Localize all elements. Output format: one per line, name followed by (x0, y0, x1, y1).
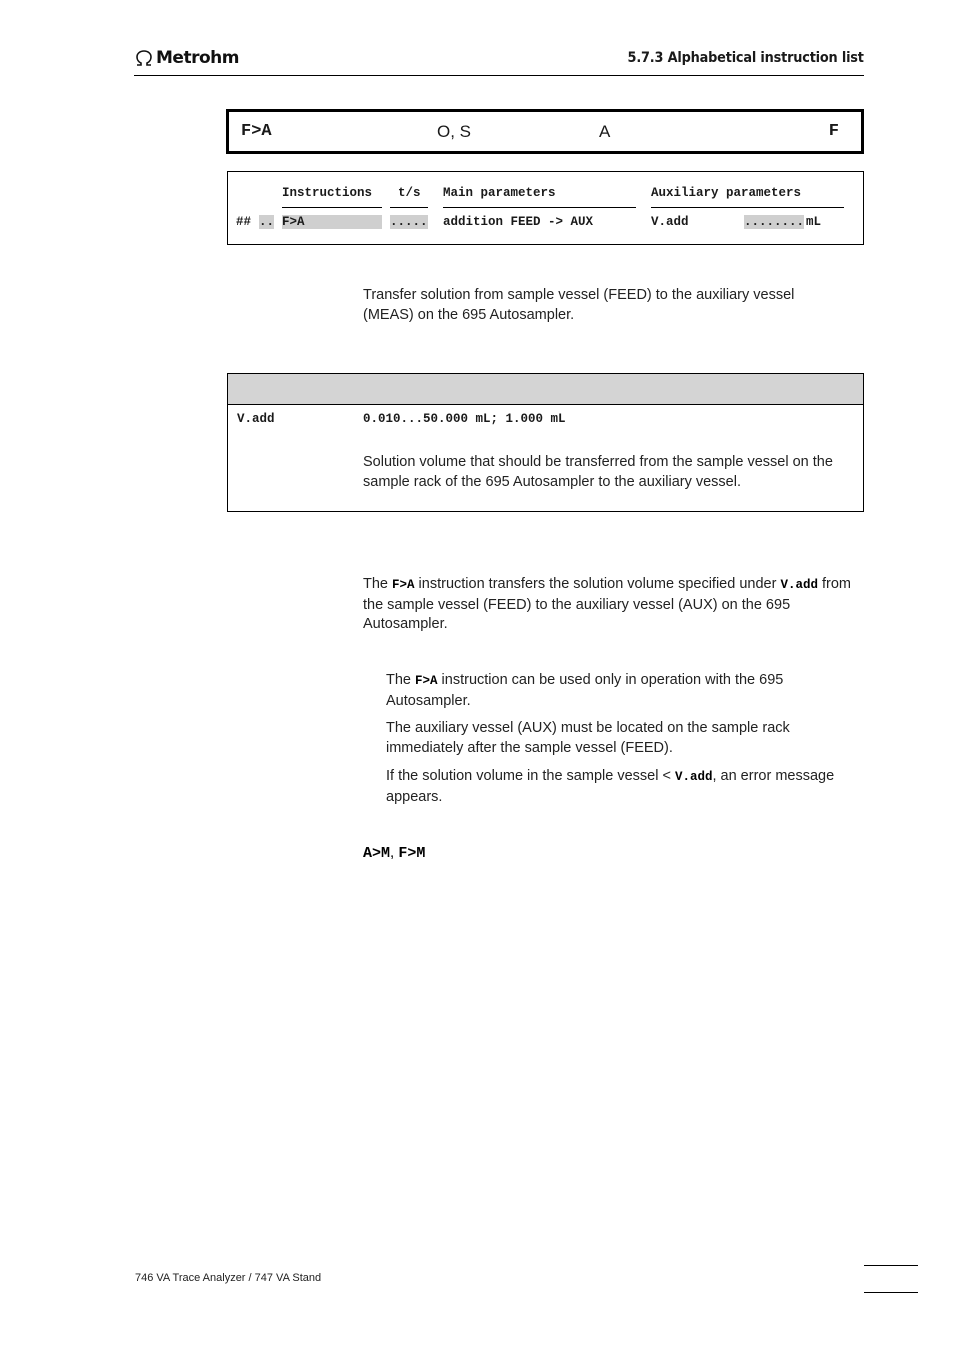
instruction-mode-a: A (599, 122, 611, 141)
row-aux-parameter-unit: mL (806, 215, 822, 229)
see-also-list (363, 844, 425, 862)
header-underline (651, 207, 844, 208)
keyword-parameter: V.add (780, 578, 818, 592)
text: The (363, 576, 393, 592)
see-also-item[interactable]: F>M (398, 845, 426, 862)
footer-rule (864, 1292, 918, 1293)
omega-logo-icon (134, 49, 154, 67)
row-number: ## (236, 215, 252, 229)
parameter-range: 0.010...50.000 mL; 1.000 mL (363, 412, 566, 426)
text: The (386, 672, 416, 688)
header-ts: t/s (398, 186, 421, 200)
row-dots: .. (259, 215, 275, 229)
header-auxiliary-parameters: Auxiliary parameters (651, 186, 802, 200)
keyword-command: F>A (392, 578, 415, 592)
section-title: 5.7.3 Alphabetical instruction list (627, 50, 864, 66)
parameter-name: V.add (237, 412, 275, 426)
brand-logo (134, 48, 239, 68)
row-instruction: F>A (282, 215, 382, 229)
row-ts: ..... (390, 215, 428, 229)
page-header (134, 46, 864, 76)
instruction-title-box (226, 109, 864, 154)
header-underline (443, 207, 636, 208)
header-instructions: Instructions (282, 186, 373, 200)
note-item (386, 671, 846, 711)
row-aux-parameter-value: ........ (744, 215, 805, 229)
parameter-description: Solution volume that should be transferred from the sample vessel on the sample rack of the 695 Autosampler to the auxiliary vessel. (363, 454, 833, 490)
separator: , (390, 844, 399, 861)
see-also-item[interactable]: A>M (363, 845, 391, 862)
brand-name: Metrohm (156, 48, 239, 68)
row-main-parameter: addition FEED -> AUX (443, 215, 594, 229)
instruction-description: Transfer solution from sample vessel (FEED) to the auxiliary vessel (MEAS) on the 695 Autosampler. (363, 287, 795, 323)
instruction-modes: O, S (437, 122, 472, 141)
keyword-parameter: V.add (674, 770, 713, 784)
parameter-table (227, 373, 864, 512)
footer-product: 746 VA Trace Analyzer / 747 VA Stand (135, 1272, 322, 1284)
row-aux-parameter-name: V.add (651, 215, 689, 229)
note-item (386, 767, 846, 807)
text: from the sample vessel (FEED) to the auxiliary vessel (AUX) on the 695 Autosampler. (363, 576, 851, 632)
text: , an error message appears. (386, 768, 835, 805)
text: instruction transfers the solution volume specified under (414, 576, 781, 592)
instruction-table (227, 171, 864, 245)
instruction-command: F>A (241, 122, 272, 141)
instruction-flag: F (828, 122, 839, 141)
keyword-command: F>A (415, 674, 438, 688)
text: If the solution volume in the sample vessel < (386, 768, 675, 784)
instruction-explanation (363, 575, 858, 635)
text: instruction can be used only in operation with the 695 Autosampler. (386, 672, 784, 709)
header-underline (282, 207, 382, 208)
header-underline (390, 207, 428, 208)
note-item: The auxiliary vessel (AUX) must be located on the sample rack immediately after the sample vessel (FEED). (386, 720, 790, 756)
header-main-parameters: Main parameters (443, 186, 556, 200)
footer-rule (864, 1265, 918, 1266)
parameter-table-header (228, 374, 863, 405)
